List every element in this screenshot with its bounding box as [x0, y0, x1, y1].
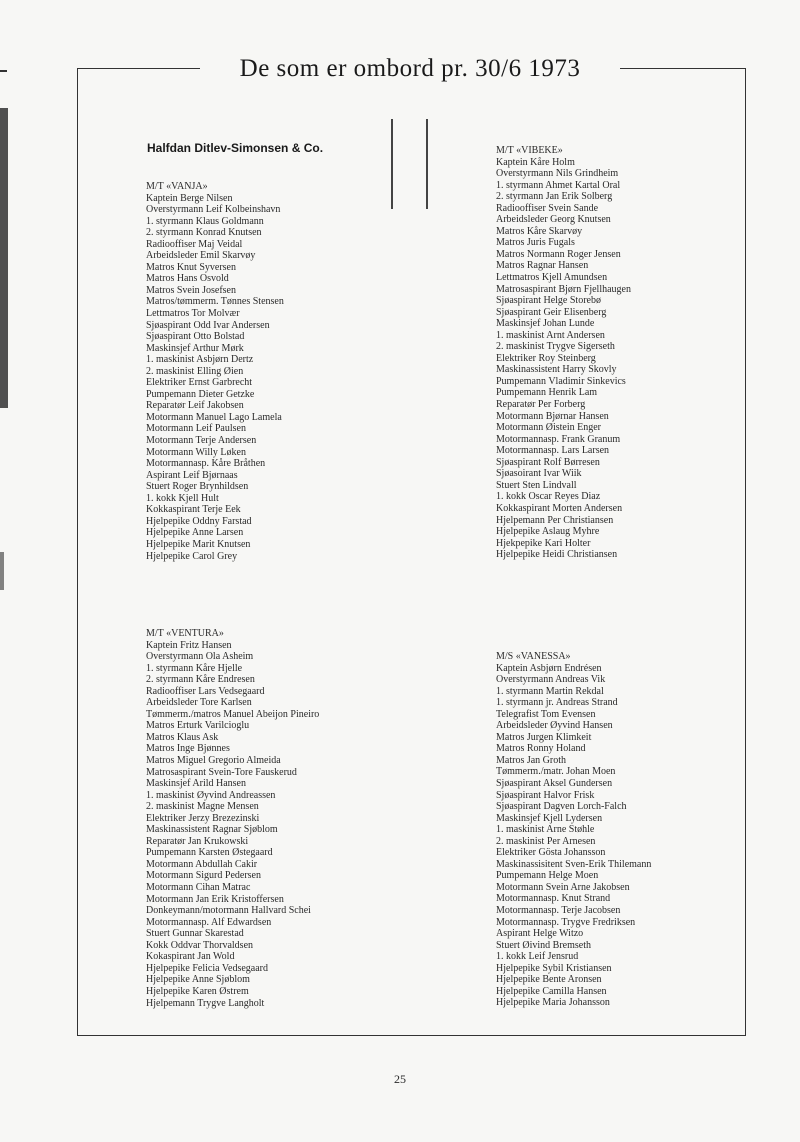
ship-name: M/T «VANJA» [146, 181, 208, 192]
crew-member: Stuert Roger Brynhildsen [146, 481, 249, 493]
crew-member: Sjøasoirant Ivar Wiik [496, 468, 582, 480]
crew-member: Hjelpepike Maria Johansson [496, 997, 610, 1009]
crew-member: Kokkaspirant Terje Eek [146, 504, 241, 516]
crew-member: Matros Ronny Holand [496, 743, 586, 755]
crew-member: Matros Normann Roger Jensen [496, 248, 621, 260]
crew-member: Matros Klaus Ask [146, 731, 219, 743]
crew-member: Hjelpepike Anne Larsen [146, 527, 244, 539]
crew-member: Motormannasp. Knut Strand [496, 893, 611, 905]
crew-member: Hjelpemann Per Christiansen [496, 514, 614, 526]
crew-member: Stuert Øivind Bremseth [496, 939, 591, 951]
crew-member: Matros Hans Osvold [146, 273, 229, 285]
crew-list [496, 157, 631, 561]
crew-member: Sjøaspirant Aksel Gundersen [496, 778, 613, 790]
page-title: De som er ombord pr. 30/6 1973 [200, 52, 620, 86]
crew-member: Sjøaspirant Helge Storebø [496, 295, 601, 307]
ship-vibeke [496, 145, 631, 561]
crew-member: Hjelpepike Marit Knutsen [146, 538, 251, 550]
crew-member: 2. styrmann Jan Erik Solberg [496, 191, 613, 203]
crew-member: Kokk Oddvar Thorvaldsen [146, 939, 254, 951]
crew-member: Hjelpepike Oddny Farstad [146, 515, 252, 527]
crew-member: Matros Erturk Varilcioglu [146, 720, 250, 732]
crew-member: Pumpemann Vladimir Sinkevics [496, 375, 626, 387]
crew-member: Matros Inge Bjønnes [146, 743, 230, 755]
crew-member: Hjelpepike Bente Aronsen [496, 974, 602, 986]
crew-member: 1. maskinist Arne Støhle [496, 824, 595, 836]
crew-member: Maskinsjef Arild Hansen [146, 778, 246, 790]
crew-member: Hjelpemann Trygve Langholt [146, 997, 265, 1009]
crew-member: Motormannasp. Lars Larsen [496, 445, 610, 457]
crew-list [496, 663, 651, 1009]
crew-member: 2. maskinist Elling Øien [146, 365, 244, 377]
crew-member: Motormann Øistein Enger [496, 422, 601, 434]
crew-member: Motormann Svein Arne Jakobsen [496, 881, 630, 893]
column-divider-right [426, 119, 428, 209]
crew-member: Maskinsjef Johan Lunde [496, 318, 595, 330]
crew-member: Motormannasp. Frank Granum [496, 433, 621, 445]
crew-member: Matros Jan Groth [496, 754, 566, 766]
crew-member: Matros Juris Fugals [496, 237, 575, 249]
crew-member: Kaptein Berge Nilsen [146, 192, 233, 204]
crew-member: Overstyrmann Nils Grindheim [496, 168, 619, 180]
crew-member: Pumpemann Dieter Getzke [146, 388, 255, 400]
crew-member: Matros Svein Josefsen [146, 284, 236, 296]
crew-member: 1. styrmann jr. Andreas Strand [496, 697, 618, 709]
crew-member: Tømmerm./matr. Johan Moen [496, 766, 616, 778]
crew-member: Matrosaspirant Svein-Tore Fauskerud [146, 766, 297, 778]
crew-member: Motormann Leif Paulsen [146, 423, 246, 435]
crew-member: Motormann Jan Erik Kristoffersen [146, 893, 284, 905]
crew-member: Motormannasp. Terje Jacobsen [496, 905, 621, 917]
crew-member: Hjelpepike Felicia Vedsegaard [146, 962, 268, 974]
crew-member: Arbeidsleder Georg Knutsen [496, 214, 611, 226]
crew-member: Hjelpepike Karen Østrem [146, 985, 249, 997]
crew-member: Motormannasp. Alf Edwardsen [146, 916, 272, 928]
crew-member: Lettmatros Tor Molvær [146, 308, 240, 320]
crew-member: Donkeymann/motormann Hallvard Schei [146, 905, 311, 917]
ship-vanja [146, 181, 284, 562]
crew-member: 2. maskinist Per Arnesen [496, 835, 596, 847]
crew-member: Maskinsjef Arthur Mørk [146, 342, 244, 354]
crew-member: Maskinassisitent Sven-Erik Thilemann [496, 858, 652, 870]
scan-edge-mark-upper [0, 108, 8, 408]
scan-edge-tick [0, 70, 7, 72]
crew-member: 2. maskinist Trygve Sigerseth [496, 341, 615, 353]
crew-member: 2. styrmann Konrad Knutsen [146, 227, 262, 239]
crew-member: Kokkaspirant Morten Andersen [496, 502, 623, 514]
crew-member: Matrosaspirant Bjørn Fjellhaugen [496, 283, 631, 295]
crew-member: Pumpemann Helge Moen [496, 870, 599, 882]
crew-member: Overstyrmann Andreas Vik [496, 674, 606, 686]
ship-name: M/S «VANESSA» [496, 651, 571, 662]
crew-member: Elektriker Ernst Garbrecht [146, 377, 253, 389]
crew-member: Kaptein Asbjørn Endrésen [496, 662, 602, 674]
crew-member: Kokaspirant Jan Wold [146, 951, 235, 963]
crew-member: Reparatør Jan Krukowski [146, 835, 249, 847]
crew-member: Hjelpepike Carol Grey [146, 550, 238, 562]
ship-name: M/T «VENTURA» [146, 628, 224, 639]
crew-member: 1. maskinist Asbjørn Dertz [146, 354, 254, 366]
crew-member: Telegrafist Tom Evensen [496, 708, 596, 720]
crew-member: Radiooffiser Svein Sande [496, 202, 599, 214]
crew-member: Stuert Sten Lindvall [496, 479, 577, 491]
crew-member: 1. kokk Leif Jensrud [496, 951, 579, 963]
crew-member: Pumpemann Henrik Lam [496, 387, 598, 399]
crew-member: Motormann Abdullah Cakir [146, 858, 258, 870]
column-divider-left [391, 119, 393, 209]
crew-member: Motormann Terje Andersen [146, 435, 257, 447]
crew-member: Aspirant Helge Witzo [496, 928, 584, 940]
ship-ventura [146, 628, 319, 1009]
crew-member: Elektriker Roy Steinberg [496, 352, 596, 364]
crew-member: Matros Miguel Gregorio Almeida [146, 755, 281, 767]
crew-member: 1. kokk Oscar Reyes Diaz [496, 491, 601, 503]
crew-member: 2. maskinist Magne Mensen [146, 801, 259, 813]
crew-member: Sjøaspirant Rolf Børresen [496, 456, 600, 468]
crew-member: Matros Jurgen Klimkeit [496, 731, 592, 743]
crew-member: Kaptein Fritz Hansen [146, 639, 232, 651]
crew-member: 1. kokk Kjell Hult [146, 492, 219, 504]
crew-member: Arbeidsleder Tore Karlsen [146, 697, 252, 709]
crew-member: Motormann Manuel Lago Lamela [146, 411, 282, 423]
crew-member: Arbeidsleder Øyvind Hansen [496, 720, 613, 732]
crew-member: Reparatør Per Forberg [496, 399, 586, 411]
crew-member: Matros/tømmerm. Tønnes Stensen [146, 296, 284, 308]
crew-member: Matros Kåre Skarvøy [496, 225, 583, 237]
crew-member: Tømmerm./matros Manuel Abeijon Pineiro [146, 708, 320, 720]
ship-name: M/T «VIBEKE» [496, 145, 563, 156]
crew-member: Kaptein Kåre Holm [496, 156, 575, 168]
crew-member: Hjelpepike Aslaug Myhre [496, 526, 600, 538]
crew-member: Hjelpepike Anne Sjøblom [146, 974, 250, 986]
crew-member: 1. styrmann Klaus Goldmann [146, 215, 264, 227]
crew-member: Maskinassistent Ragnar Sjøblom [146, 824, 278, 836]
crew-list [146, 193, 284, 563]
crew-member: Elektriker Gösta Johansson [496, 847, 606, 859]
crew-member: Maskinsjef Kjell Lydersen [496, 812, 603, 824]
scan-edge-mark-lower [0, 552, 4, 590]
crew-member: Aspirant Leif Bjørnaas [146, 469, 238, 481]
crew-member: Sjøaspirant Geir Elisenberg [496, 306, 607, 318]
crew-member: 1. maskinist Arnt Andersen [496, 329, 605, 341]
crew-member: Motormann Willy Løken [146, 446, 246, 458]
crew-member: Lettmatros Kjell Amundsen [496, 272, 608, 284]
crew-member: Reparatør Leif Jakobsen [146, 400, 244, 412]
crew-member: Motormannasp. Kåre Bråthen [146, 458, 266, 470]
crew-member: Motormann Cihan Matrac [146, 882, 251, 894]
crew-member: Hjelpepike Heidi Christiansen [496, 549, 618, 561]
crew-member: Motormann Sigurd Pedersen [146, 870, 261, 882]
ship-vanessa [496, 651, 651, 1009]
crew-member: Motormann Bjørnar Hansen [496, 410, 609, 422]
crew-member: Sjøaspirant Dagven Lorch-Falch [496, 801, 627, 813]
crew-member: Stuert Gunnar Skarestad [146, 928, 244, 940]
company-name: Halfdan Ditlev-Simonsen & Co. [147, 141, 324, 155]
crew-member: Hjelpepike Camilla Hansen [496, 985, 607, 997]
crew-member: Maskinassistent Harry Skovly [496, 364, 617, 376]
crew-member: Matros Ragnar Hansen [496, 260, 589, 272]
crew-member: Hjekpepike Kari Holter [496, 537, 591, 549]
crew-member: Sjøaspirant Otto Bolstad [146, 331, 245, 343]
crew-member: Motormannasp. Trygve Fredriksen [496, 916, 636, 928]
crew-member: 1. styrmann Martin Rekdal [496, 685, 604, 697]
crew-member: Overstyrmann Leif Kolbeinshavn [146, 204, 281, 216]
page-number: 25 [394, 1072, 406, 1086]
crew-member: Radiooffiser Maj Veidal [146, 238, 243, 250]
crew-member: 1. styrmann Kåre Hjelle [146, 662, 243, 674]
crew-member: Hjelpepike Sybil Kristiansen [496, 962, 612, 974]
crew-member: 1. styrmann Ahmet Kartal Oral [496, 179, 621, 191]
crew-list [146, 640, 319, 1010]
crew-member: Sjøaspirant Halvor Frisk [496, 789, 595, 801]
crew-member: Radiooffiser Lars Vedsegaard [146, 685, 265, 697]
crew-member: Arbeidsleder Emil Skarvøy [146, 250, 256, 262]
crew-member: 2. styrmann Kåre Endresen [146, 674, 255, 686]
crew-member: Elektriker Jerzy Brezezinski [146, 812, 260, 824]
crew-member: Matros Knut Syversen [146, 261, 236, 273]
crew-member: 1. maskinist Øyvind Andreassen [146, 789, 276, 801]
crew-member: Sjøaspirant Odd Ivar Andersen [146, 319, 270, 331]
crew-member: Pumpemann Karsten Østegaard [146, 847, 273, 859]
crew-member: Overstyrmann Ola Asheim [146, 651, 254, 663]
